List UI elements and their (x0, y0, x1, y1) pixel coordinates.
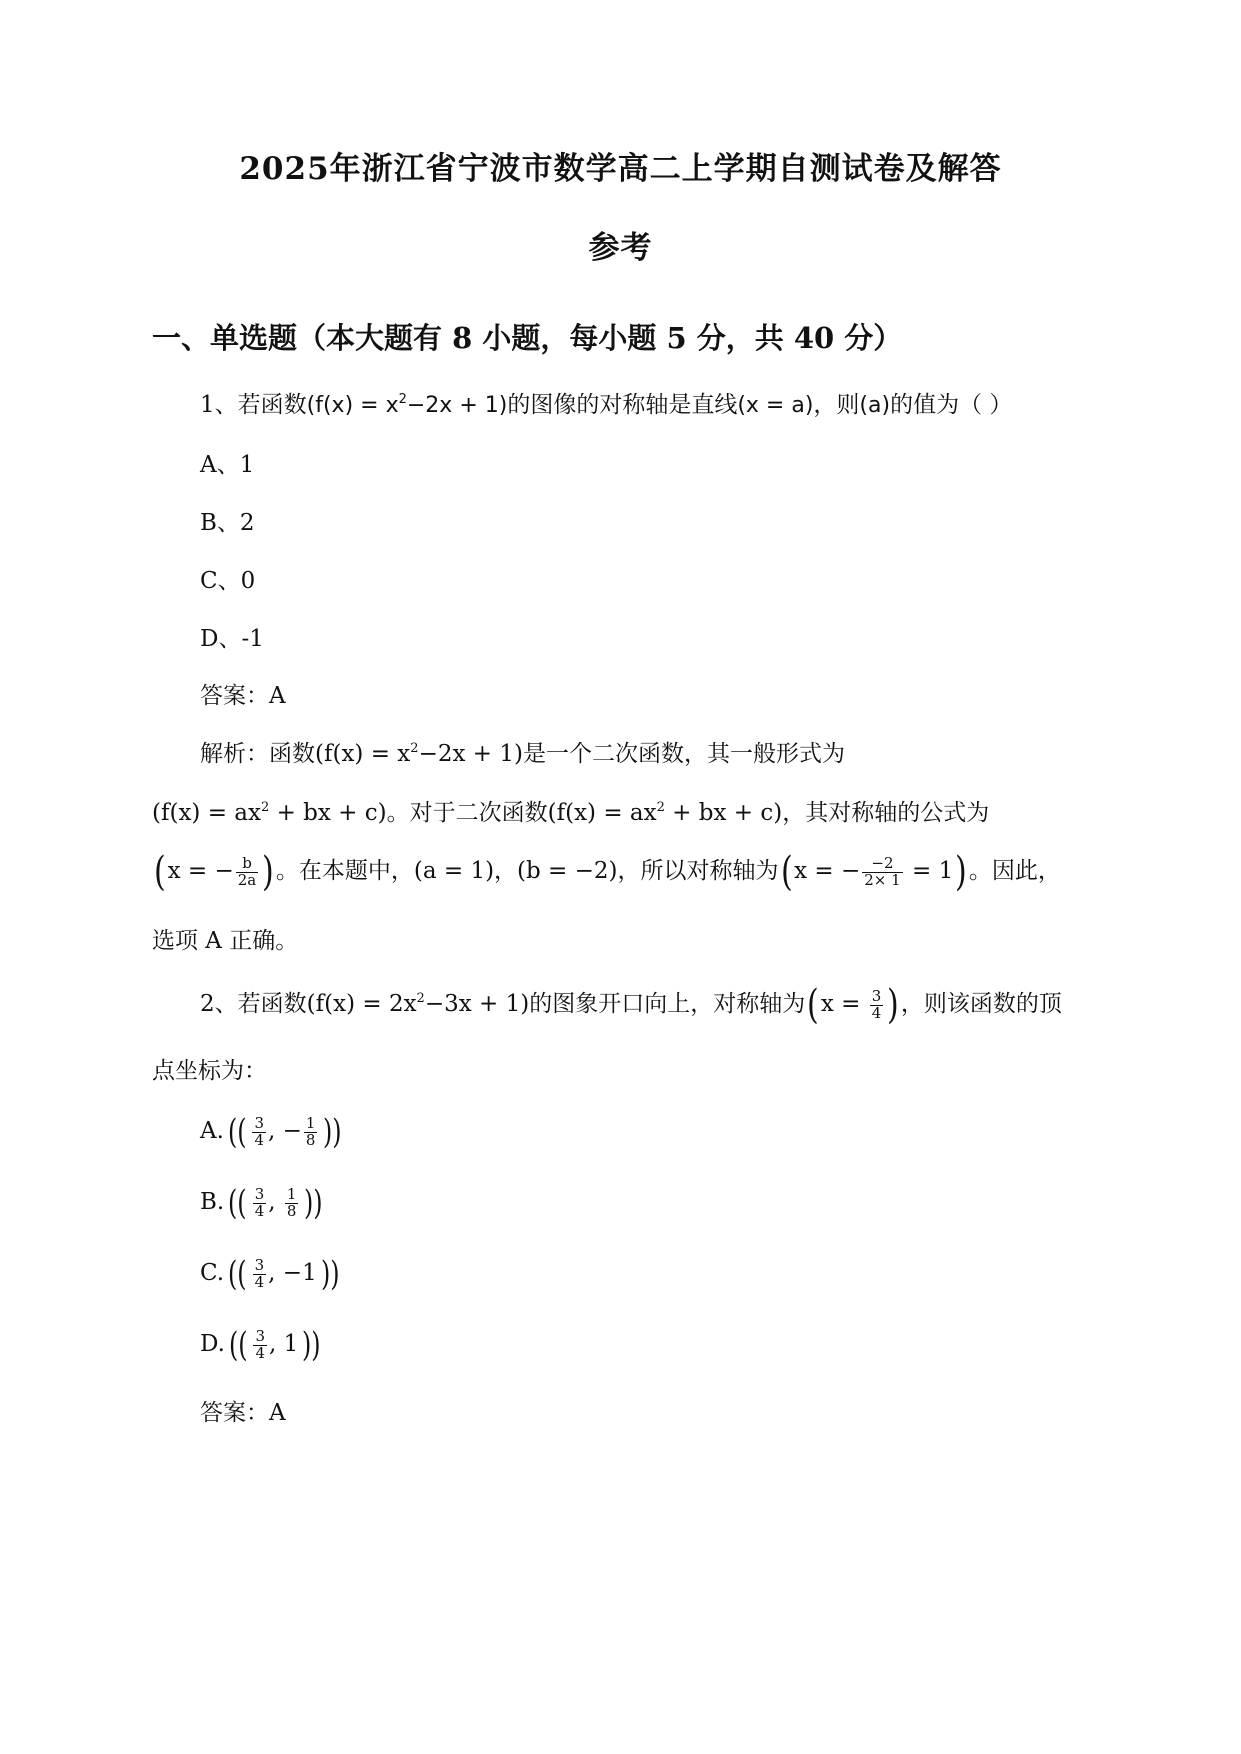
fraction-neg2-over-2x1: $\frac{-2}{2\times 1}$ (864, 853, 901, 889)
question-1-stem (200, 392, 1012, 420)
axis-formula: x = − $\frac{b}{2a}$ (167, 853, 257, 889)
q1-suffix: 的值为（ ） (890, 392, 1013, 418)
question-2-stem: 2、若函数$(f(x) = 2x^2-3x + 1)$的图象开口向上，对称轴为(x = $\frac{3}{4}$ )，则该函数的顶 (200, 982, 1062, 1028)
q1-prefix: 1、若函数 (200, 392, 307, 418)
document-title-line2: 参考 (588, 230, 653, 266)
q1-option-d: D、-1 (200, 626, 264, 652)
section-heading: 一、单选题（本大题有 8 小题，每小题 5 分，共 40 分） (152, 321, 903, 355)
q1-analysis-line2: ($f(x) = ax^2$ + bx + c)。对于二次函数($f(x) = ax^2$ + bx + c)，其对称轴的公式为 (152, 800, 990, 826)
q1-var: (a) (859, 393, 891, 418)
q2-axis: x = $\frac{3}{4}$ (820, 986, 882, 1022)
q2-option-c: C. (( $\frac{3}{4}$ , −1 )) (200, 1254, 340, 1294)
q1-mid2: ，则 (813, 392, 860, 418)
q1-a-value: (a = 1) (413, 858, 495, 884)
q2-answer: 答案：A (200, 1400, 286, 1426)
q1-function: $(f(x) = x^2-2x + 1)$ (306, 392, 508, 418)
q1-analysis-line4: 选项 A 正确。 (152, 928, 299, 954)
q2-option-b: B. (( $\frac{3}{4}$ , $\frac{1}{8}$ )) (200, 1183, 324, 1223)
axis-computation: x = − $\frac{-2}{2\times 1}$ = 1 (794, 853, 954, 889)
q1-analysis-line1: 解析：函数$(f(x) = x^2-2x + 1)$是一个二次函数，其一般形式为 (200, 741, 845, 767)
q1-analysis-line3: (x = − $\frac{b}{2a}$ )。在本题中，(a = 1)，(b = −2)，所以对称轴为(x = − $\frac{-2}{2\times 1}$ = 1)。因此， (153, 849, 1061, 895)
document-title-line1: 2025年浙江省宁波市数学高二上学期自测试卷及解答 (239, 151, 1002, 187)
q2-option-a: A. (( $\frac{3}{4}$ , − $\frac{1}{8}$ )) (200, 1112, 343, 1152)
q2-option-d: D. (( $\frac{3}{4}$ , 1 )) (200, 1325, 321, 1365)
q1-option-c: C、0 (200, 568, 256, 594)
q1-answer: 答案：A (200, 683, 286, 709)
q1-option-a: A、1 (200, 452, 255, 478)
fraction-b-over-2a: $\frac{b}{2a}$ (237, 853, 257, 889)
q1-general-form-2: ($f(x) = ax^2$ + bx + c) (547, 800, 783, 826)
q1-b-value: (b = −2) (517, 858, 618, 884)
fraction-3-over-4: $\frac{3}{4}$ (871, 986, 882, 1022)
q1-general-form: ($f(x) = ax^2$ + bx + c) (152, 800, 387, 826)
q1-option-b: B、2 (200, 510, 255, 536)
question-2-stem-line2: 点坐标为： (152, 1058, 267, 1084)
q2-function: $(f(x) = 2x^2-3x + 1)$ (306, 991, 530, 1017)
q1-axis: (x = a) (737, 393, 814, 418)
q1-mid: 的图像的对称轴是直线 (507, 392, 738, 418)
q1-analysis-func: $(f(x) = x^2-2x + 1)$ (315, 741, 523, 767)
